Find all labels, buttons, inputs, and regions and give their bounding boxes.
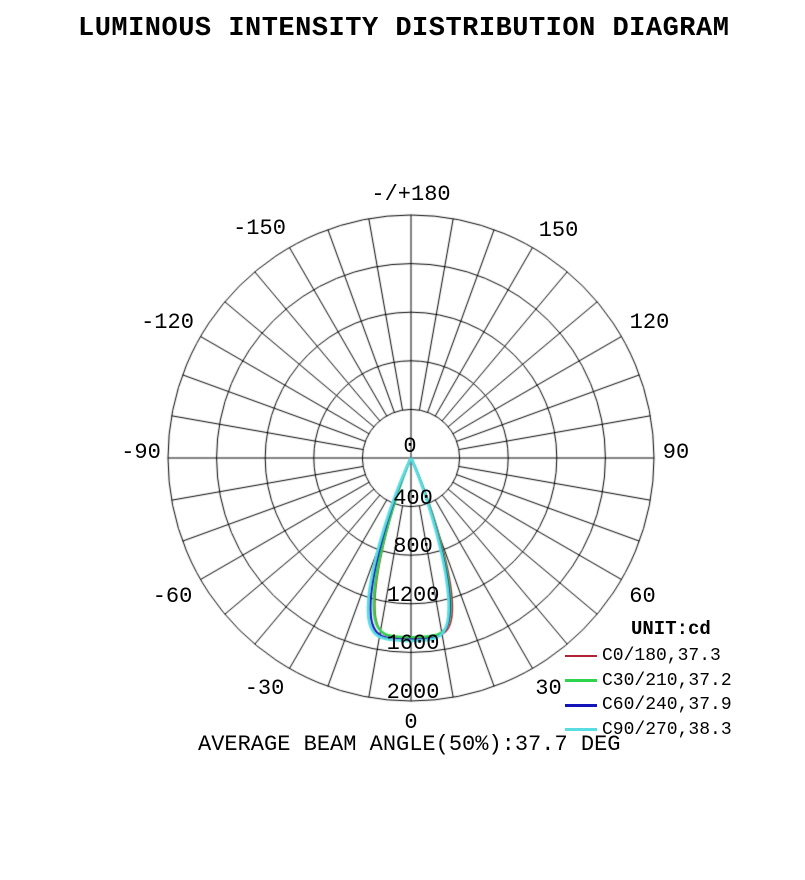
legend-entry (565, 645, 721, 667)
center-origin-label: 0 (403, 434, 417, 459)
angle-label--150: -150 (233, 215, 286, 241)
legend-entry (565, 694, 732, 716)
angle-label-0: 0 (404, 710, 418, 735)
average-beam-angle-text: AVERAGE BEAM ANGLE(50%):37.7 DEG (198, 732, 621, 757)
legend-line-swatch (565, 704, 597, 707)
radial-tick-label-800: 800 (393, 534, 433, 560)
angle-label-60: 60 (629, 583, 656, 609)
angle-label--120: -120 (141, 309, 194, 335)
legend (565, 617, 800, 747)
angle-label--60: -60 (152, 583, 193, 609)
legend-entry-label: C60/240,37.9 (602, 695, 732, 715)
radial-tick-label-400: 400 (393, 485, 433, 511)
legend-line-swatch (565, 655, 597, 657)
legend-entry-label: C30/210,37.2 (602, 670, 732, 691)
legend-line-swatch (565, 728, 597, 731)
angle-label-30: 30 (535, 676, 562, 702)
legend-line-swatch (565, 679, 597, 682)
angle-label--30: -30 (244, 676, 285, 702)
legend-unit-label: UNIT:cd (631, 618, 711, 640)
radial-tick-label-2000: 2000 (386, 680, 440, 705)
legend-entry-label: C0/180,37.3 (602, 646, 721, 666)
legend-entry-label: C90/270,38.3 (602, 719, 732, 740)
angle-label-180: -/+180 (371, 182, 451, 207)
radial-tick-label-1200: 1200 (386, 582, 440, 608)
legend-entry (565, 670, 732, 692)
angle-label-150: 150 (538, 217, 579, 243)
angle-label-120: 120 (629, 309, 670, 335)
radial-tick-label-1600: 1600 (386, 631, 440, 657)
angle-label--90: -90 (121, 440, 161, 465)
angle-label-90: 90 (662, 440, 690, 465)
